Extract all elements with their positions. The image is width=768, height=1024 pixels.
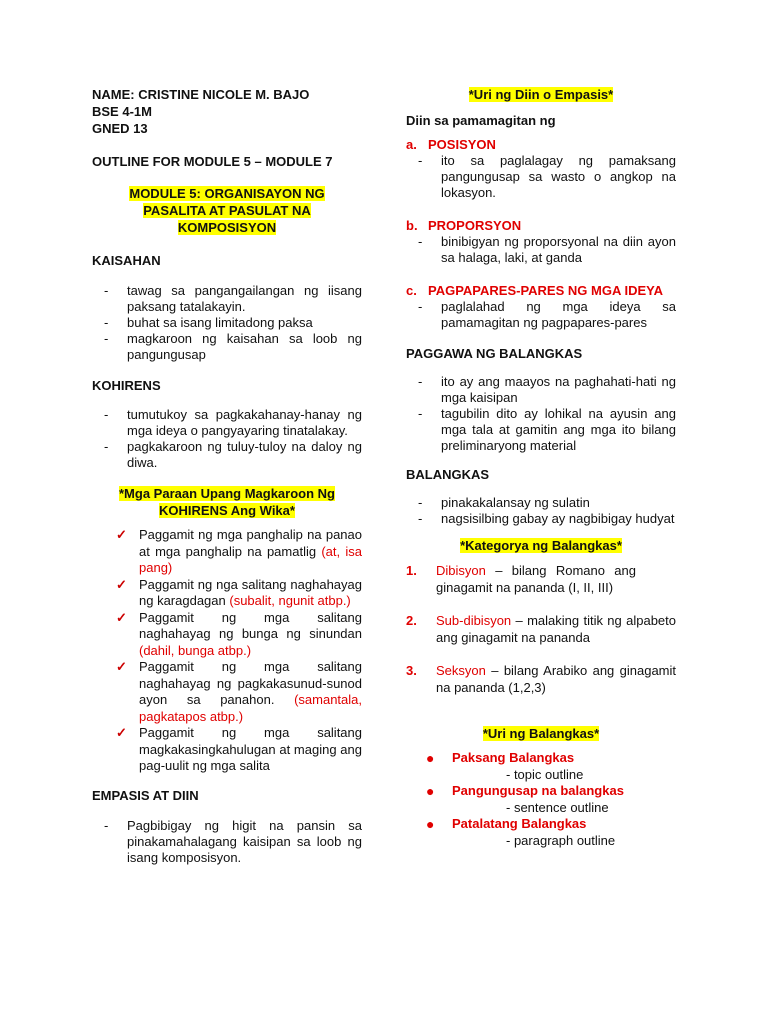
course-code: GNED 13 — [92, 121, 148, 136]
list-item-sub: - paragraph outline — [506, 832, 616, 848]
list-item: ✓ Paggamit ng mga panghalip na panao at mga panghalip na pamatlig (at, isa pang) — [116, 527, 362, 575]
checkmark-icon: ✓ — [116, 659, 127, 674]
kaisahan-heading: KAISAHAN — [92, 253, 161, 268]
list-item-sub: - sentence outline — [506, 799, 609, 815]
list-item: ✓ Paggamit ng mga salitang naghahayag ng pagkakasunud-sunod ayon sa panahon. (samantala, pagkatapos atbp.) — [116, 659, 362, 724]
right-column — [406, 86, 676, 849]
list-item: - pagkakaroon ng tuluy-tuloy na daloy ng diwa. — [92, 439, 362, 471]
list-item: - ito ay ang maayos na paghahati-hati ng mga kaisipan — [406, 374, 676, 406]
student-name: NAME: CRISTINE NICOLE M. BAJO — [92, 87, 310, 102]
bullet-icon: ● — [426, 816, 435, 832]
kohirens-heading: KOHIRENS — [92, 378, 161, 393]
list-item: ✓ Paggamit ng mga salitang naghahayag ng bunga ng sinundan (dahil, bunga atbp.) — [116, 609, 362, 658]
checkmark-icon: ✓ — [116, 576, 127, 592]
list-item: - magkaroon ng kaisahan sa loob ng pangungusap — [92, 331, 362, 363]
list-item: - nagsisilbing gabay ay nagbibigay hudyat — [406, 511, 676, 527]
left-column — [92, 86, 362, 866]
paggawa-list — [406, 374, 676, 454]
list-item-sub: - topic outline — [506, 766, 584, 782]
list-item: ● Pangungusap na balangkas — [406, 783, 676, 800]
list-item: ✓ Paggamit ng nga salitang naghahayag ng karagdagan (subalit, ngunit atbp.) — [116, 576, 362, 608]
checkmark-icon: ✓ — [116, 609, 127, 625]
list-item: - binibigyan ng proporsyonal na diin ayon sa halaga, laki, at ganda — [406, 234, 676, 266]
empasis-list — [92, 818, 362, 866]
list-item: - tagubilin dito ay lohikal na ayusin ang mga tala at gamitin ang mga ito bilang preliminaryong material — [406, 406, 676, 454]
kategorya-item-subdibisyon: 2. Sub-dibisyon – malaking titik ng alpabeto ang ginagamit na pananda — [406, 613, 676, 645]
kategorya-heading: *Kategorya ng Balangkas* — [460, 538, 622, 553]
diin-item-posisyon: a. POSISYON - ito sa paglalagay ng pamaksang pangungusap sa wasto o angkop na lokasyon. — [406, 137, 676, 201]
list-item: - tawag sa pangangailangan ng iisang paksang tatalakayin. — [92, 283, 362, 315]
list-item: - Pagbibigay ng higit na pansin sa pinakamahalagang kaisipan sa loob ng isang komposisyon. — [92, 818, 362, 866]
uri-balangkas-list — [406, 750, 676, 849]
kohirens-list — [92, 407, 362, 471]
student-section: BSE 4-1M — [92, 104, 152, 119]
checkmark-icon: ✓ — [116, 725, 127, 740]
uri-diin-heading: *Uri ng Diin o Empasis* — [468, 87, 614, 102]
bullet-icon: ● — [426, 783, 435, 799]
kaisahan-list — [92, 283, 362, 363]
paraan-list — [92, 527, 362, 775]
balangkas-list — [406, 495, 676, 527]
list-item: - pinakakalansay ng sulatin — [406, 495, 676, 511]
list-item: - paglalahad ng mga ideya sa pamamagitan ng pagpapares-pares — [406, 299, 676, 331]
list-item: ● Patalatang Balangkas — [406, 816, 676, 833]
list-item: - tumutukoy sa pagkakahanay-hanay ng mga ideya o pangyayaring tinatalakay. — [92, 407, 362, 439]
empasis-heading: EMPASIS AT DIIN — [92, 787, 199, 803]
list-item: - ito sa paglalagay ng pamaksang pangungusap sa wasto o angkop na lokasyon. — [406, 153, 676, 201]
kategorya-item-seksyon: 3. Seksyon – bilang Arabiko ang ginagamit na pananda (1,2,3) — [406, 663, 676, 695]
balangkas-heading: BALANGKAS — [406, 467, 490, 482]
kategorya-item-dibisyon: 1. Dibisyon – bilang Romano ang ginagamit na pananda (I, II, III) — [406, 563, 636, 595]
bullet-icon: ● — [426, 750, 435, 766]
diin-item-pagpapares: c. PAGPAPARES-PARES NG MGA IDEYA - paglalahad ng mga ideya sa pamamagitan ng pagpapares-pares — [406, 283, 676, 331]
checkmark-icon: ✓ — [116, 527, 127, 542]
diin-intro: Diin sa pamamagitan ng — [406, 113, 556, 128]
paraan-heading: *Mga Paraan Upang Magkaroon Ng KOHIRENS Ang Wika* — [119, 486, 335, 518]
list-item: ● Paksang Balangkas — [406, 750, 676, 767]
list-item: ✓ Paggamit ng mga salitang magkakasingkahulugan at maging ang pag-uulit ng mga salita — [116, 725, 362, 773]
outline-title: OUTLINE FOR MODULE 5 – MODULE 7 — [92, 154, 333, 169]
uri-balangkas-heading: *Uri ng Balangkas* — [482, 726, 600, 741]
diin-item-proporsyon: b. PROPORSYON - binibigyan ng proporsyonal na diin ayon sa halaga, laki, at ganda — [406, 218, 676, 266]
module-title: MODULE 5: ORGANISAYON NG PASALITA AT PASULAT NA KOMPOSISYON — [129, 186, 325, 235]
paggawa-heading: PAGGAWA NG BALANGKAS — [406, 346, 583, 361]
list-item: - buhat sa isang limitadong paksa — [92, 315, 362, 331]
